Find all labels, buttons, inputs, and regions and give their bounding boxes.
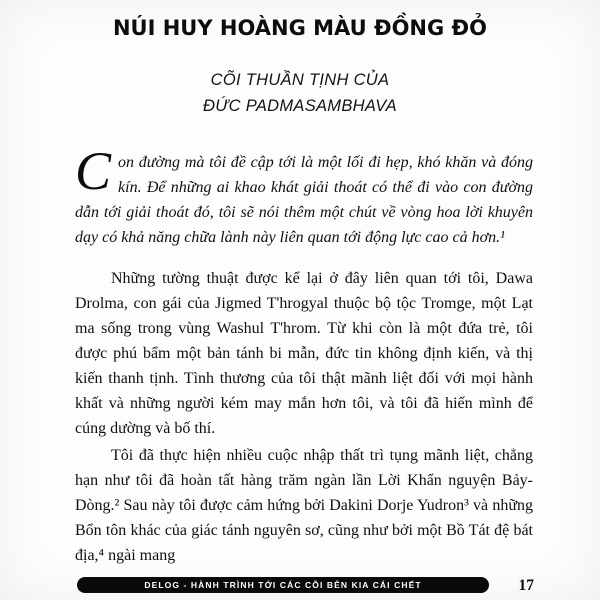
paragraph-2: Tôi đã thực hiện nhiều cuộc nhập thất trì tụng mãnh liệt, chẳng hạn như tôi đã hoàn tất hàng trăm ngàn lần Lời Khẩn nguyện Bảy-Dòng.² Sau này tôi được cảm hứng bởi Dakini Dorje Yudron³ và những Bổn tôn khác của giác tánh nguyên sơ, cũng như bởi một Bồ Tát đệ bát địa,⁴ ngài mang bbox=[75, 447, 533, 564]
chapter-subtitle bbox=[0, 68, 600, 119]
page-number: 17 bbox=[518, 577, 534, 594]
body-text bbox=[75, 141, 533, 568]
chapter-subtitle-line2: ĐỨC PADMASAMBHAVA bbox=[203, 96, 397, 115]
drop-cap: C bbox=[75, 141, 112, 201]
paragraph-1: Những tường thuật được kể lại ở đây liên quan tới tôi, Dawa Drolma, con gái của Jigmed T'hrogyal thuộc bộ tộc Tromge, một Lạt ma sống trong vùng Washul T'hrom. Từ khi còn là một đứa trẻ, tôi được phú bẩm một bản tánh bi mẫn, đức tin không định kiến, và thị kiến thanh tịnh. Tình thương của tôi thật mãnh liệt đối với mọi hành khất và những người kém may mắn hơn tôi, và tôi đã hiến mình để cúng dường và bố thí. bbox=[75, 270, 533, 437]
running-title: DELOG - HÀNH TRÌNH TỚI CÁC CÕI BÊN KIA CÁI CHẾT bbox=[77, 577, 489, 593]
chapter-title: NÚI HUY HOÀNG MÀU ĐỒNG ĐỎ bbox=[112, 16, 488, 40]
chapter-subtitle-line1: CÕI THUẦN TỊNH CỦA bbox=[210, 71, 390, 89]
intro-text: on đường mà tôi đề cập tới là một lối đi hẹp, khó khăn và đóng kín. Để những ai khao khát giải thoát có thể đi vào con đường dẫn tới giải thoát đó, tôi sẽ nói thêm một chút về vòng hoa lời khuyên dạy có khả năng chữa lành này liên quan tới động lực cao cả hơn.¹ bbox=[75, 154, 533, 246]
intro-paragraph bbox=[75, 141, 533, 250]
